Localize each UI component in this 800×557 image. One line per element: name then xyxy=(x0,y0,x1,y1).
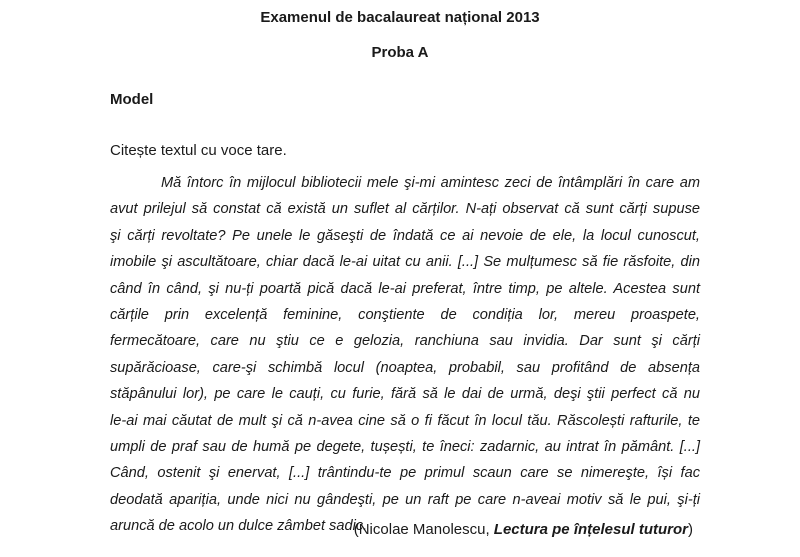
instruction-text: Citește textul cu voce tare. xyxy=(110,142,287,159)
passage-line: deodată apariția, unde nici nu gândeşti, pe un raft pe care n-aveai motiv să le pui, şi-ți xyxy=(110,491,700,508)
passage-line: avut prilejul să constat că există un suflet al cărților. N-ați observat că sunt cărți supuse xyxy=(110,201,700,218)
page-subtitle: Proba A xyxy=(371,44,429,61)
passage-line: le-ai mai căutat de mult şi că n-avea cine să o fi făcut în locul tău. Răscolești rafturile, te xyxy=(110,412,700,429)
passage-line: umpli de praf sau de humă pe degete, tușești, te îneci: zadarnic, au intrat în pământ. [...] xyxy=(110,438,700,455)
citation-close: ) xyxy=(688,521,693,538)
passage-line: Mă întorc în mijlocul bibliotecii mele şi-mi amintesc zeci de întâmplări în care am xyxy=(161,175,700,191)
passage-line: cărțile prin excelență feminine, conştiente de condiția lor, mereu proaspete, xyxy=(110,306,700,323)
page-title: Examenul de bacalaureat național 2013 xyxy=(260,9,540,26)
passage-line: când în când, şi nu-ți poartă pică dacă le-ai preferat, între timp, pe altele. Acestea sunt xyxy=(110,280,700,297)
passage-line: aruncă de acolo un dulce zâmbet sadic. xyxy=(110,518,368,535)
passage-line: fermecătoare, care nu ştiu ce e gelozia, ranchiuna sau invidia. Dar sunt şi cărți xyxy=(110,333,700,350)
passage-line: stăpânului lor), pe care le cauți, cu furie, fără să le dai de urmă, deşi ştii perfect că nu xyxy=(110,386,700,403)
passage-line: Când, ostenit şi enervat, [...] trântindu-te pe primul scaun care se nimereşte, își fac xyxy=(110,465,700,482)
section-label: Model xyxy=(110,91,154,108)
passage-line: supărăcioase, care-şi schimbă locul (noaptea, probabil, sau profitând de absența xyxy=(110,359,700,376)
passage-line: imobile şi ascultătoare, chiar dacă le-ai uitat cu anii. [...] Se mulțumesc să fie răsfoite, din xyxy=(110,254,700,271)
citation-work-title: Lectura pe înțelesul tuturor xyxy=(493,521,688,538)
passage xyxy=(110,170,700,539)
citation-author: (Nicolae Manolescu, xyxy=(353,521,494,538)
citation xyxy=(354,521,693,538)
passage-line: şi cărți revoltate? Pe unele le găseşti de îndată ce ai nevoie de ele, la locul cunoscut, xyxy=(110,227,700,244)
